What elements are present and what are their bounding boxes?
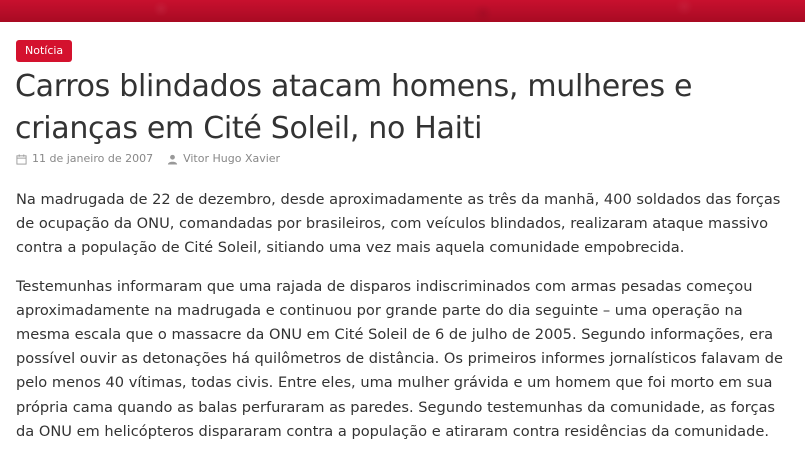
article-date[interactable]: 11 de janeiro de 2007	[32, 152, 154, 165]
header-banner	[0, 0, 805, 22]
article-author[interactable]: Vitor Hugo Xavier	[183, 152, 281, 165]
category-badge[interactable]: Notícia	[16, 40, 72, 62]
article-body	[16, 188, 786, 458]
user-icon	[167, 154, 178, 165]
article-paragraph: Na madrugada de 22 de dezembro, desde aproximadamente as três da manhã, 400 soldados das forças de ocupação da ONU, comandadas por brasileiros, com veículos blindados, realizaram ataque massivo contra a população de Cité Soleil, sitiando uma vez mais aquela comunidade empobrecida.	[16, 191, 781, 257]
article-paragraph: Testemunhas informaram que uma rajada de disparos indiscriminados com armas pesadas começou aproximadamente na madrugada e continuou por grande parte do dia seguinte – uma operação na mesma escala que o massacre da ONU em Cité Soleil de 6 de julho de 2005. Segundo informações, era possível ouvir as detonações há quilômetros de distância. Os primeiros informes jornalísticos falavam de pelo menos 40 vítimas, todas civis. Entre eles, uma mulher grávida e um homem que foi morto em sua própria cama quando as balas perfuraram as paredes. Segundo testemunhas da comunidade, as forças da ONU em helicópteros dispararam contra a população e atiraram contra residências da comunidade.	[16, 277, 783, 440]
article-title: Carros blindados atacam homens, mulheres e crianças em Cité Soleil, no Haiti	[15, 69, 693, 146]
calendar-icon	[16, 154, 27, 165]
article-meta	[16, 151, 280, 167]
